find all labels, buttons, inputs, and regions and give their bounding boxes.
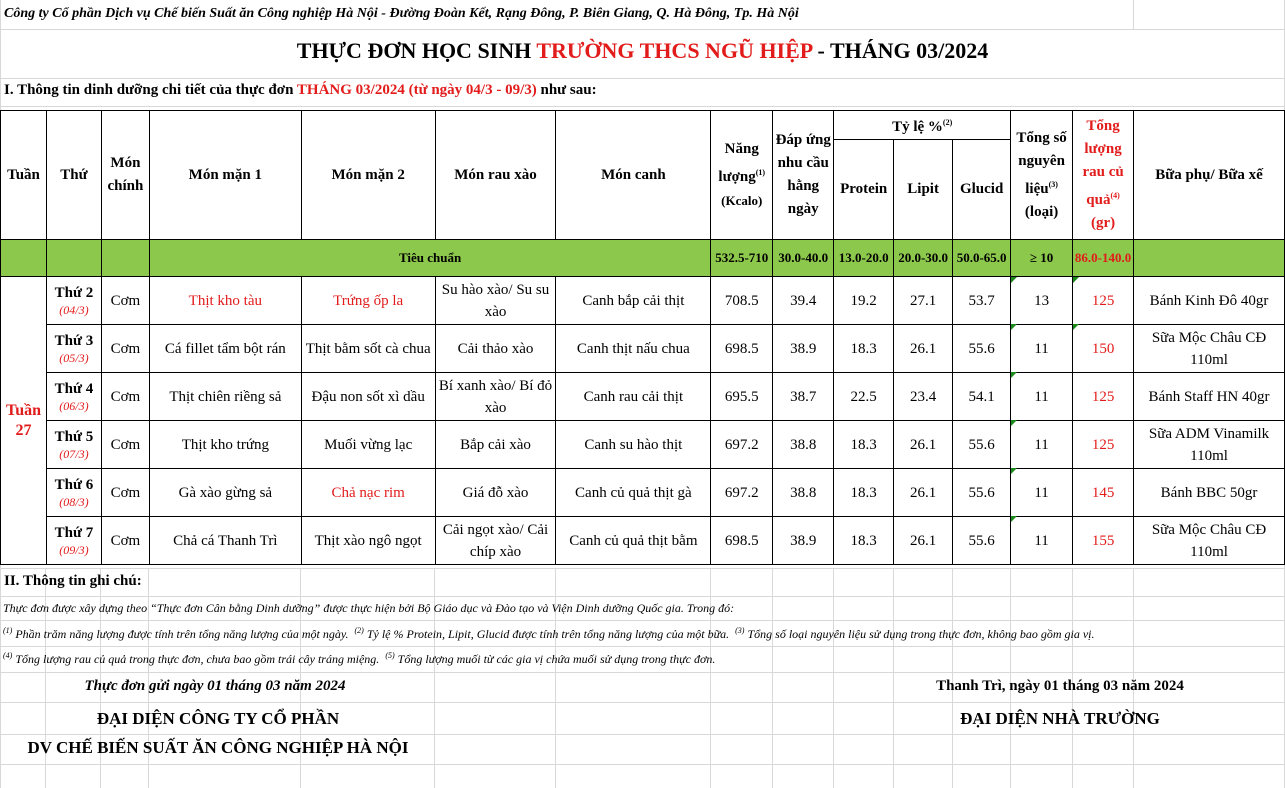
col-header-mon-chinh: Món chính: [101, 111, 149, 240]
main-dish-cell: Cơm: [101, 325, 149, 373]
note-2: Tỷ lệ % Protein, Lipit, Glucid được tính trên tổng năng lượng của một bữa.: [366, 627, 730, 641]
col-header-mon-canh: Món canh: [556, 111, 711, 240]
main-dish-cell: Cơm: [101, 373, 149, 421]
protein-cell: 19.2: [834, 277, 894, 325]
table-row: [1, 421, 1285, 469]
rau-cu-cell: 125: [1073, 277, 1134, 325]
comment-marker: [1073, 277, 1079, 283]
standard-cell: [46, 240, 101, 277]
table-row: [1, 373, 1285, 421]
standard-protein: 13.0-20.0: [834, 240, 894, 277]
col-header-tong-so: [1011, 111, 1073, 240]
main-dish-cell: Cơm: [101, 517, 149, 565]
sup-4: (4): [1110, 191, 1120, 200]
menu-table: [0, 110, 1285, 565]
date-label: (07/3): [59, 446, 89, 461]
title-school: TRƯỜNG THCS NGŨ HIỆP: [536, 38, 813, 63]
canh-cell: Canh bắp cải thịt: [556, 277, 711, 325]
day-cell: [46, 421, 101, 469]
pct-cell: 38.8: [773, 421, 834, 469]
lipit-cell: 26.1: [894, 421, 953, 469]
col-header-mon-man-2: Món mặn 2: [301, 111, 435, 240]
note-intro: Thực đơn được xây dựng theo “Thực đơn Cân bằng Dinh dưỡng” được thực hiện bởi Bộ Giáo dục và Đào tạo và Viện Dinh dưỡng Quốc gia. Trong đó:: [3, 601, 735, 615]
day-cell: [46, 373, 101, 421]
man-1-cell: Cá fillet tẩm bột rán: [149, 325, 301, 373]
comment-marker: [1011, 420, 1017, 426]
col-header-lipit: Lipit: [894, 140, 953, 240]
day-cell: [46, 517, 101, 565]
pct-cell: 38.9: [773, 325, 834, 373]
company-representative-2: DV CHẾ BIẾN SUẤT ĂN CÔNG NGHIỆP HÀ NỘI: [27, 738, 409, 757]
rau-cu-cell: 150: [1073, 325, 1134, 373]
note-marker-1: (1): [3, 626, 13, 635]
note-marker-5: (5): [385, 651, 395, 660]
section-2-heading: II. Thông tin ghi chú:: [4, 573, 142, 589]
comment-marker: [1011, 468, 1017, 474]
bua-phu-cell: Sữa ADM Vinamilk 110ml: [1134, 421, 1285, 469]
day-cell: [46, 277, 101, 325]
rau-xao-cell: Bắp cải xào: [435, 421, 556, 469]
bua-phu-cell: Bánh BBC 50gr: [1134, 469, 1285, 517]
pct-cell: 38.7: [773, 373, 834, 421]
col-header-glucid: Glucid: [953, 140, 1011, 240]
man-2-cell: Thịt xào ngô ngọt: [301, 517, 435, 565]
glucid-cell: 55.6: [953, 325, 1011, 373]
note-marker-4: (4): [3, 651, 13, 660]
protein-cell: 18.3: [834, 469, 894, 517]
standard-tong-luong: 86.0-140.0: [1073, 240, 1134, 277]
man-2-cell: Đậu non sốt xì dầu: [301, 373, 435, 421]
protein-cell: 18.3: [834, 517, 894, 565]
nang-luong-unit: (Kcalo): [721, 192, 763, 208]
day-label: Thứ 6: [54, 476, 94, 493]
company-representative: ĐẠI DIỆN CÔNG TY CỔ PHẦN: [96, 709, 340, 728]
sup-2: (2): [942, 118, 953, 127]
lipit-cell: 27.1: [894, 277, 953, 325]
section-1-heading: [4, 82, 597, 99]
tong-so-cell: 11: [1011, 517, 1073, 565]
standard-tong-so: ≥ 10: [1011, 240, 1073, 277]
sup-3: (3): [1048, 179, 1058, 189]
canh-cell: Canh củ quả thịt gà: [556, 469, 711, 517]
col-header-dap-ung: Đáp ứng nhu cầu hằng ngày: [773, 111, 834, 240]
rau-xao-cell: Bí xanh xào/ Bí đỏ xào: [435, 373, 556, 421]
day-label: Thứ 7: [54, 524, 94, 541]
glucid-cell: 55.6: [953, 517, 1011, 565]
rau-cu-cell: 125: [1073, 373, 1134, 421]
note-5: Tổng lượng muối từ các gia vị chứa muối sử dụng trong thực đơn.: [397, 652, 716, 666]
comment-marker: [1011, 372, 1017, 378]
table-row: [1, 277, 1285, 325]
tong-so-cell: 13: [1011, 277, 1073, 325]
lipit-cell: 23.4: [894, 373, 953, 421]
rau-xao-cell: Su hào xào/ Su su xào: [435, 277, 556, 325]
main-dish-cell: Cơm: [101, 469, 149, 517]
week-cell: Tuần 27: [1, 277, 47, 565]
kcal-cell: 697.2: [711, 421, 773, 469]
col-header-tong-luong: [1073, 111, 1134, 240]
date-label: (08/3): [59, 494, 89, 509]
ty-le-label: Tỷ lệ %: [892, 119, 943, 135]
col-header-ty-le: [834, 111, 1011, 140]
section-1-period: THÁNG 03/2024 (từ ngày 04/3 - 09/3): [296, 82, 537, 98]
kcal-cell: 698.5: [711, 325, 773, 373]
man-1-cell: Gà xào gừng sả: [149, 469, 301, 517]
table-row: [1, 325, 1285, 373]
sent-date: Thực đơn gửi ngày 01 tháng 03 năm 2024: [84, 678, 346, 694]
main-dish-cell: Cơm: [101, 277, 149, 325]
standard-cell: [1, 240, 47, 277]
tong-so-cell: 11: [1011, 421, 1073, 469]
note-1: Phần trăm năng lượng được tính trên tổng năng lượng của một ngày.: [15, 627, 349, 641]
header-row: [1, 111, 1285, 140]
kcal-cell: 698.5: [711, 517, 773, 565]
page-title: [0, 38, 1285, 64]
place-date: Thanh Trì, ngày 01 tháng 03 năm 2024: [936, 678, 1184, 694]
title-part-1: THỰC ĐƠN HỌC SINH: [296, 38, 537, 63]
comment-marker: [1073, 324, 1079, 330]
tong-so-label: Tổng số nguyên liệu: [1016, 129, 1067, 197]
date-label: (06/3): [59, 398, 89, 413]
canh-cell: Canh củ quả thịt bằm: [556, 517, 711, 565]
day-label: Thứ 4: [54, 380, 94, 397]
date-label: (04/3): [59, 302, 89, 317]
section-1-text: I. Thông tin dinh dưỡng chi tiết của thực đơn: [4, 82, 297, 98]
tong-so-cell: 11: [1011, 469, 1073, 517]
date-label: (05/3): [59, 350, 89, 365]
day-label: Thứ 2: [54, 284, 94, 301]
col-header-thu: Thứ: [46, 111, 101, 240]
company-header: Công ty Cổ phần Dịch vụ Chế biến Suất ăn Công nghiệp Hà Nội - Đường Đoàn Kết, Rạng Đông, P. Biên Giang, Q. Hà Đông, Tp. Hà Nội: [4, 6, 799, 21]
canh-cell: Canh thịt nấu chua: [556, 325, 711, 373]
lipit-cell: 26.1: [894, 469, 953, 517]
date-label: (09/3): [59, 542, 89, 557]
day-cell: [46, 325, 101, 373]
standard-glucid: 50.0-65.0: [953, 240, 1011, 277]
col-header-mon-man-1: Món mặn 1: [149, 111, 301, 240]
pct-cell: 39.4: [773, 277, 834, 325]
glucid-cell: 53.7: [953, 277, 1011, 325]
tong-luong-unit: (gr): [1090, 215, 1116, 231]
rau-cu-cell: 125: [1073, 421, 1134, 469]
notes-line-3: [3, 651, 715, 667]
nang-luong-label: Năng lượng: [718, 140, 759, 185]
comment-marker: [1011, 516, 1017, 522]
protein-cell: 18.3: [834, 421, 894, 469]
man-2-cell: Muối vừng lạc: [301, 421, 435, 469]
main-dish-cell: Cơm: [101, 421, 149, 469]
rau-xao-cell: Cải ngọt xào/ Cải chíp xào: [435, 517, 556, 565]
day-cell: [46, 469, 101, 517]
tong-so-cell: 11: [1011, 325, 1073, 373]
menu-body: [1, 277, 1285, 565]
tong-luong-label: Tổng lượng rau củ quả: [1082, 118, 1124, 208]
school-representative: ĐẠI DIỆN NHÀ TRƯỜNG: [960, 709, 1160, 728]
glucid-cell: 55.6: [953, 421, 1011, 469]
standard-label: Tiêu chuẩn: [149, 240, 710, 277]
standard-cell: [1134, 240, 1285, 277]
standard-nang-luong: 532.5-710: [711, 240, 773, 277]
section-1-suffix: như sau:: [536, 82, 597, 98]
glucid-cell: 55.6: [953, 469, 1011, 517]
man-2-cell: Thịt bằm sốt cà chua: [301, 325, 435, 373]
col-header-nang-luong: [711, 111, 773, 240]
standard-cell: [101, 240, 149, 277]
canh-cell: Canh rau cải thịt: [556, 373, 711, 421]
tong-so-unit: (loại): [1024, 203, 1059, 220]
man-1-cell: Thịt kho tàu: [149, 277, 301, 325]
protein-cell: 18.3: [834, 325, 894, 373]
col-header-bua-phu: Bữa phụ/ Bữa xế: [1134, 111, 1285, 240]
man-2-cell: Trứng ốp la: [301, 277, 435, 325]
col-header-mon-rau-xao: Món rau xào: [435, 111, 556, 240]
note-marker-3: (3): [735, 626, 745, 635]
kcal-cell: 695.5: [711, 373, 773, 421]
note-3: Tổng số loại nguyên liệu sử dụng trong thực đơn, không bao gồm gia vị.: [747, 627, 1095, 641]
col-header-tuan: Tuần: [1, 111, 47, 240]
title-part-3: - THÁNG 03/2024: [812, 38, 989, 63]
bua-phu-cell: Sữa Mộc Châu CĐ 110ml: [1134, 517, 1285, 565]
man-1-cell: Thịt chiên riềng sả: [149, 373, 301, 421]
rau-cu-cell: 145: [1073, 469, 1134, 517]
col-header-protein: Protein: [834, 140, 894, 240]
tong-so-cell: 11: [1011, 373, 1073, 421]
table-row: [1, 517, 1285, 565]
standard-dap-ung: 30.0-40.0: [773, 240, 834, 277]
standard-lipit: 20.0-30.0: [894, 240, 953, 277]
rau-cu-cell: 155: [1073, 517, 1134, 565]
glucid-cell: 54.1: [953, 373, 1011, 421]
standard-row: [1, 240, 1285, 277]
man-1-cell: Chả cá Thanh Trì: [149, 517, 301, 565]
canh-cell: Canh su hào thịt: [556, 421, 711, 469]
comment-marker: [1011, 277, 1017, 283]
pct-cell: 38.8: [773, 469, 834, 517]
day-label: Thứ 5: [54, 428, 94, 445]
note-4: Tổng lượng rau củ quả trong thực đơn, chưa bao gồm trái cây tráng miệng.: [15, 652, 380, 666]
rau-xao-cell: Giá đỗ xào: [435, 469, 556, 517]
table-row: [1, 469, 1285, 517]
rau-xao-cell: Cải thảo xào: [435, 325, 556, 373]
day-label: Thứ 3: [54, 332, 94, 349]
lipit-cell: 26.1: [894, 517, 953, 565]
protein-cell: 22.5: [834, 373, 894, 421]
bua-phu-cell: Bánh Staff HN 40gr: [1134, 373, 1285, 421]
man-2-cell: Chả nạc rim: [301, 469, 435, 517]
bua-phu-cell: Bánh Kinh Đô 40gr: [1134, 277, 1285, 325]
man-1-cell: Thịt kho trứng: [149, 421, 301, 469]
notes-line-2: [3, 626, 1095, 642]
note-marker-2: (2): [354, 626, 364, 635]
kcal-cell: 697.2: [711, 469, 773, 517]
comment-marker: [1011, 324, 1017, 330]
pct-cell: 38.9: [773, 517, 834, 565]
kcal-cell: 708.5: [711, 277, 773, 325]
bua-phu-cell: Sữa Mộc Châu CĐ 110ml: [1134, 325, 1285, 373]
lipit-cell: 26.1: [894, 325, 953, 373]
sup-1: (1): [755, 167, 766, 177]
